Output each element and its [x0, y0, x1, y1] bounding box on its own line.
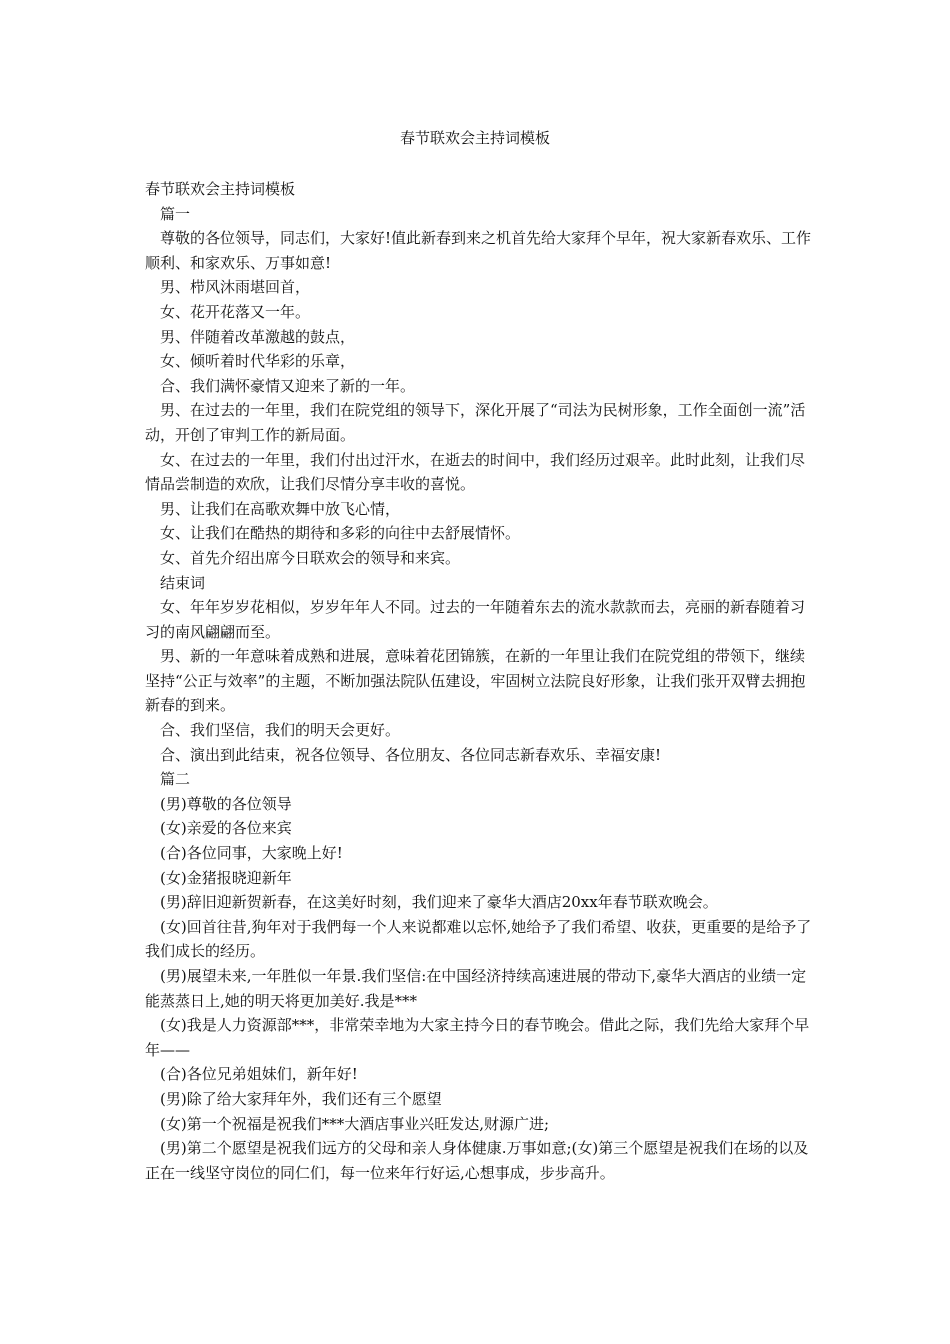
document-paragraph: 男、在过去的一年里，我们在院党组的领导下，深化开展了“司法为民树形象，工作全面创一流”活动，开创了审判工作的新局面。 [145, 401, 806, 444]
document-paragraph: (合)各位同事，大家晚上好! [160, 844, 343, 863]
document-paragraph: 尊敬的各位领导，同志们，大家好!值此新春到来之机首先给大家拜个早年，祝大家新春欢乐、工作顺利、和家欢乐、万事如意! [145, 229, 812, 272]
document-body [145, 177, 813, 1185]
document-paragraph: 男、让我们在高歌欢舞中放飞心情， [160, 499, 401, 518]
document-paragraph: 女、在过去的一年里，我们付出过汗水，在逝去的时间中，我们经历过艰辛。此时此刻，让我们尽情品尝制造的欢欣，让我们尽情分享丰收的喜悦。 [145, 450, 806, 494]
document-paragraph: 篇二 [160, 770, 191, 789]
document-paragraph: (男)尊敬的各位领导 [160, 794, 292, 813]
document-paragraph: (女)回首往昔,狗年对于我們每一个人来说都难以忘怀,她给予了我们希望、收获，更重要的是给予了我们成长的经历。 [145, 917, 812, 961]
document-paragraph: (合)各位兄弟姐妹们，新年好! [160, 1065, 358, 1084]
document-paragraph: (女)第一个祝福是祝我们***大酒店事业兴旺发达,财源广进; [160, 1114, 550, 1133]
document-paragraph: 合、我们坚信，我们的明天会更好。 [160, 721, 401, 740]
document-paragraph: 女、花开花落又一年。 [160, 302, 311, 321]
document-paragraph: (女)亲爱的各位来宾 [160, 819, 292, 838]
document-paragraph: 男、伴随着改革激越的鼓点， [160, 327, 356, 346]
document-paragraph: (男)辞旧迎新贺新春，在这美好时刻，我们迎来了豪华大酒店20xx年春节联欢晚会。 [160, 893, 718, 912]
document-paragraph: 合、我们满怀豪情又迎来了新的一年。 [160, 376, 416, 395]
document-paragraph: (男)展望未来,一年胜似一年景.我们坚信:在中国经济持续高速进展的带动下,豪华大酒店的业绩一定能蒸蒸日上,她的明天将更加美好.我是*** [145, 967, 807, 1010]
document-paragraph: 春节联欢会主持词模板 [145, 180, 296, 198]
document-paragraph: 合、演出到此结束，祝各位领导、各位朋友、各位同志新春欢乐、幸福安康! [160, 745, 662, 764]
document-title: 春节联欢会主持词模板 [399, 129, 550, 147]
document-paragraph: 女、年年岁岁花相似，岁岁年年人不同。过去的一年随着东去的流水款款而去，亮丽的新春随着习习的南风翩翩而至。 [145, 598, 806, 641]
document-paragraph: 女、倾听着时代华彩的乐章， [160, 352, 356, 371]
document-paragraph: 女、让我们在酷热的期待和多彩的向往中去舒展情怀。 [160, 524, 521, 543]
document-paragraph: 结束词 [160, 573, 206, 592]
document-paragraph: (女)金猪报晓迎新年 [160, 868, 292, 887]
document-paragraph: 男、新的一年意味着成熟和进展，意味着花团锦簇，在新的一年里让我们在院党组的带领下，继续坚持“公正与效率”的主题，不断加强法院队伍建设，牢固树立法院良好形象，让我们张开双臂去拥抱新春的到来。 [145, 647, 806, 715]
document-paragraph: (男)除了给大家拜年外，我们还有三个愿望 [160, 1089, 442, 1108]
document-paragraph: (男)第二个愿望是祝我们远方的父母和亲人身体健康.万事如意;(女)第三个愿望是祝我们在场的以及正在一线坚守岗位的同仁们，每一位来年行好运,心想事成，步步高升。 [145, 1139, 809, 1182]
document-paragraph: 女、首先介绍出席今日联欢会的领导和来宾。 [160, 548, 461, 567]
document-paragraph: 男、栉风沐雨堪回首， [160, 278, 311, 297]
document-paragraph: (女)我是人力资源部***，非常荣幸地为大家主持今日的春节晚会。借此之际，我们先给大家拜个早年—— [145, 1016, 810, 1059]
document-paragraph: 篇一 [160, 204, 191, 223]
